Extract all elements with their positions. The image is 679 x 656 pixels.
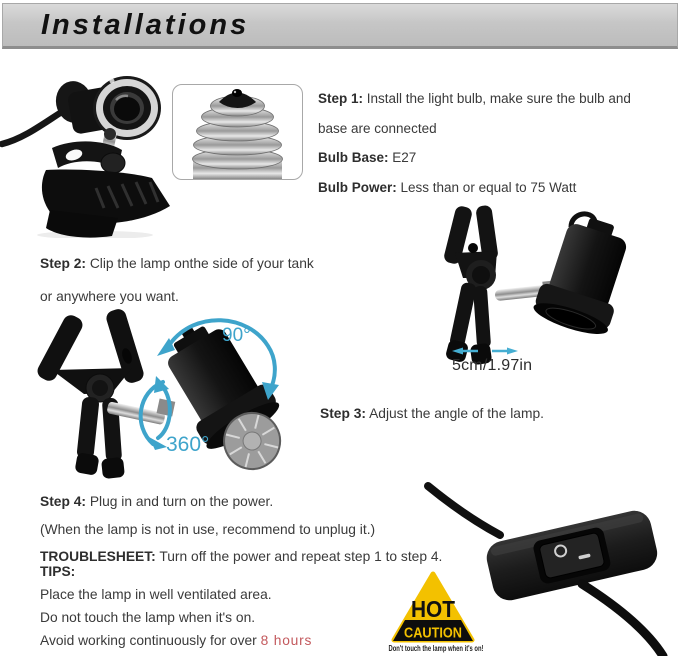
clamp bbox=[35, 307, 146, 479]
step4-line1: Step 4: Plug in and turn on the power. bbox=[40, 494, 274, 509]
clamp bbox=[443, 205, 499, 366]
troubleshoot-label: TROUBLESHEET: bbox=[40, 549, 156, 564]
bulb-base-line: Bulb Base: E27 bbox=[318, 150, 417, 165]
step2-line1: Step 2: Clip the lamp onthe side of your tank bbox=[40, 256, 314, 271]
tip-3-highlight: 8 hours bbox=[260, 633, 313, 648]
caution-label: CAUTION bbox=[404, 625, 462, 642]
hot-caution-sign bbox=[380, 565, 530, 656]
step1-line2: base are connected bbox=[318, 120, 437, 136]
step1-text bbox=[318, 84, 631, 202]
tips-text bbox=[40, 560, 312, 652]
clip-lamp-photo bbox=[0, 56, 185, 238]
hot-label: HOT bbox=[411, 596, 455, 622]
bulb-base-drawing bbox=[173, 85, 302, 179]
troubleshoot-line: TROUBLESHEET: Turn off the power and repeat step 1 to step 4. bbox=[40, 549, 443, 564]
bulb-base-label: Bulb Base: bbox=[318, 150, 389, 165]
bulb-power-label: Bulb Power: bbox=[318, 179, 397, 195]
cable-in bbox=[428, 486, 500, 535]
step4-text bbox=[40, 488, 442, 571]
header-bar bbox=[2, 3, 678, 49]
clamp-width-label: 5cm/1.97in bbox=[452, 357, 533, 374]
tip-2: Do not touch the lamp when it's on. bbox=[40, 610, 256, 625]
angle-adjust-photo bbox=[0, 298, 310, 490]
lamp-socket bbox=[531, 210, 640, 341]
angle-360-label: 360° bbox=[166, 433, 210, 456]
step1-label: Step 1: bbox=[318, 91, 364, 106]
angle-90-label: 90° bbox=[222, 325, 251, 346]
tip-3: Avoid working continuously for over 8 hours bbox=[40, 633, 313, 648]
step2-label: Step 2: bbox=[40, 256, 86, 271]
clamp-body bbox=[42, 141, 170, 237]
bulb-base-photo bbox=[172, 84, 303, 180]
step4-note: (When the lamp is not in use, recommend to unplug it.) bbox=[40, 521, 376, 537]
step3-label: Step 3: bbox=[320, 406, 366, 421]
step2-line2: or anywhere you want. bbox=[40, 289, 179, 304]
step4-label: Step 4: bbox=[40, 494, 86, 509]
bulb-power-line: Bulb Power: Less than or equal to 75 Watt bbox=[318, 179, 577, 195]
power-cable bbox=[2, 108, 68, 144]
cable-out bbox=[582, 584, 663, 656]
page-title: Installations bbox=[41, 8, 250, 41]
clamp-pivot bbox=[101, 153, 125, 173]
tip-1: Place the lamp in well ventilated area. bbox=[40, 587, 272, 602]
caution-caption: Don't touch the lamp when it's on! bbox=[388, 644, 484, 653]
step3-text: Step 3: Adjust the angle of the lamp. bbox=[320, 406, 544, 421]
step1-line1: Step 1: Install the light bulb, make sure the bulb and bbox=[318, 91, 631, 106]
tips-header: TIPS: bbox=[40, 564, 76, 579]
